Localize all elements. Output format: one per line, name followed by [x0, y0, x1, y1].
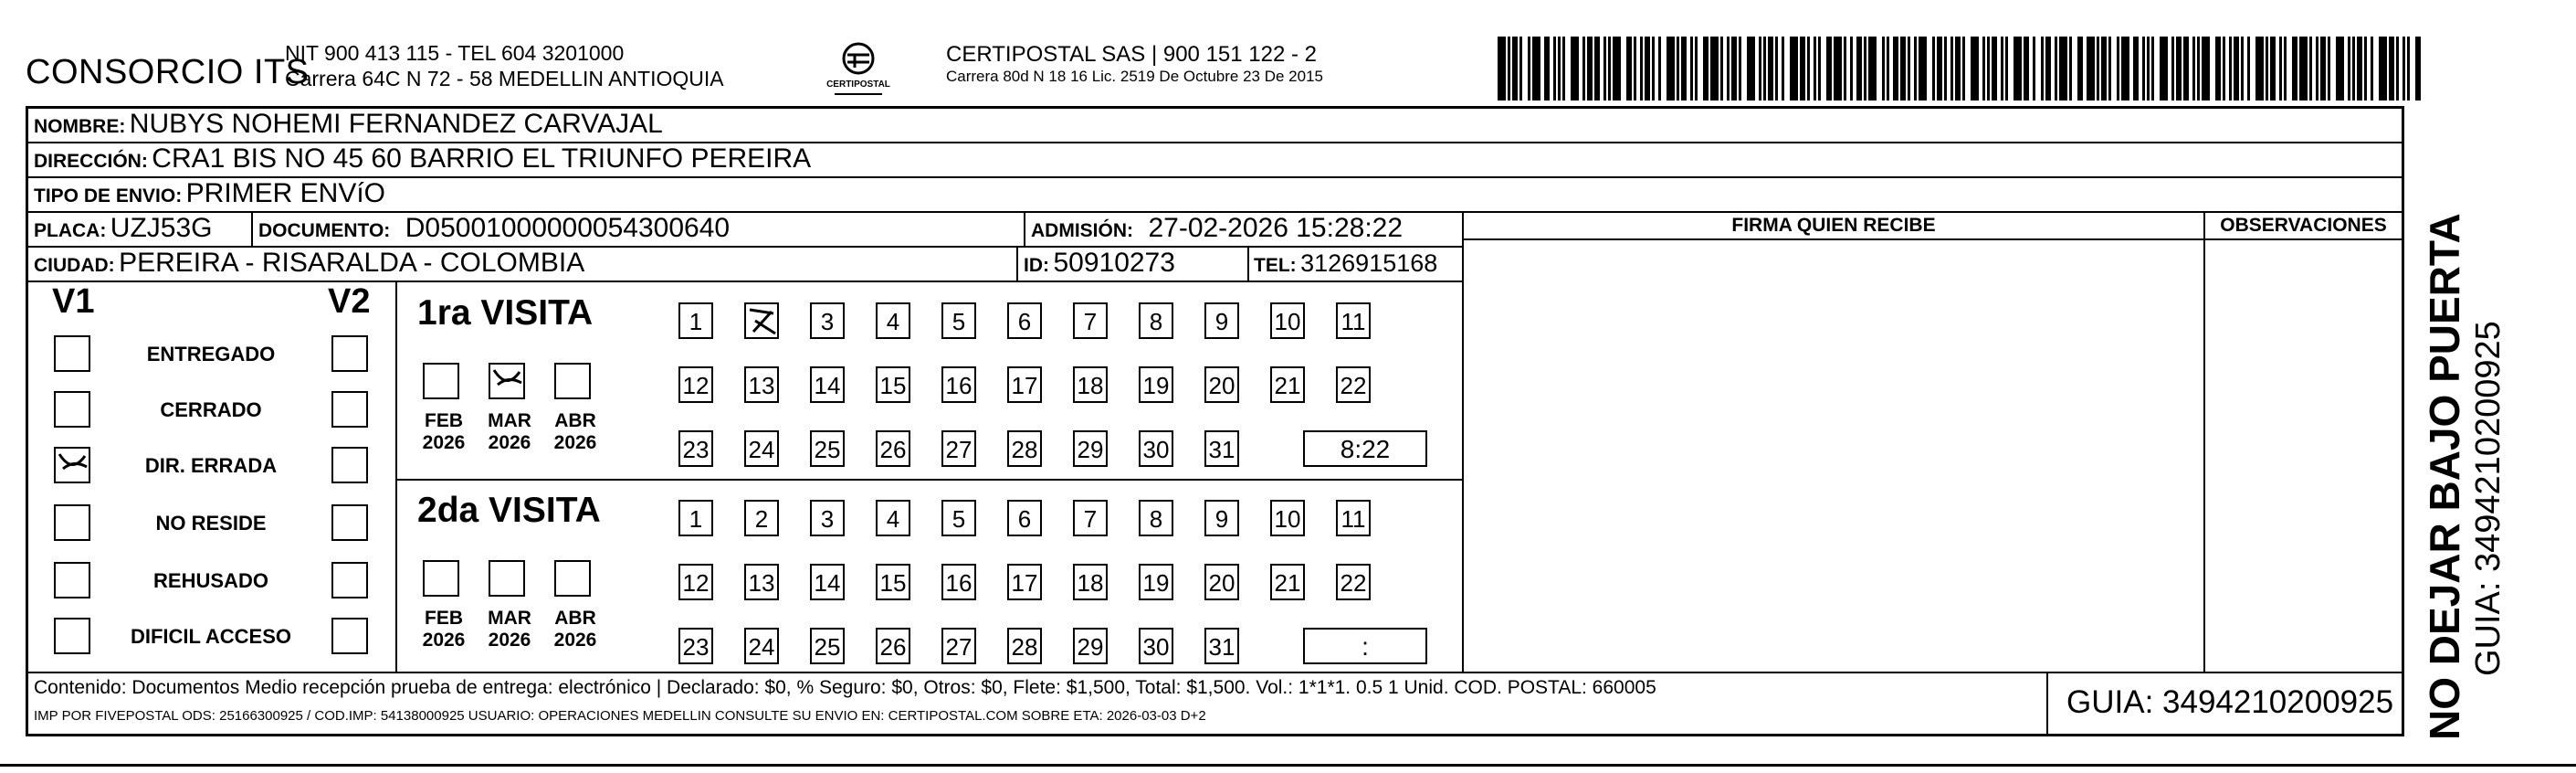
day-box[interactable]: 27: [941, 430, 976, 467]
day-box[interactable]: 10: [1270, 500, 1305, 536]
day-box[interactable]: 18: [1073, 564, 1108, 600]
day-box[interactable]: 14: [810, 366, 845, 403]
barcode-bar: [1834, 37, 1842, 101]
direccion-value: CRA1 BIS NO 45 60 BARRIO EL TRIUNFO PEREIRA: [152, 143, 812, 174]
status-label: NO RESIDE: [155, 512, 267, 535]
month-checkbox[interactable]: [554, 560, 591, 597]
barcode-bar: [1498, 37, 1506, 101]
day-box[interactable]: 15: [876, 564, 910, 600]
barcode-bar: [2059, 37, 2067, 101]
day-box[interactable]: 27: [941, 628, 976, 664]
nit-line: NIT 900 413 115 - TEL 604 3201000: [285, 41, 625, 65]
barcode-bar: [1634, 37, 1636, 101]
barcode-bar: [2270, 37, 2276, 101]
month-year: 2026: [553, 432, 597, 453]
v2-checkbox[interactable]: [331, 618, 368, 654]
observaciones-header: OBSERVACIONES: [2220, 215, 2387, 236]
barcode-bar: [2117, 37, 2119, 101]
footer-imp: IMP POR FIVEPOSTAL ODS: 25166300925 / COD.IMP: 54138000925 USUARIO: OPERACIONES MEDELLIN CONSULTE SU ENVIO EN: CERTIPOSTAL.COM SOBRE ETA: 2026-03-03 D+2: [34, 708, 1206, 724]
barcode-bar: [1553, 37, 1556, 101]
tel-label: TEL:: [1254, 255, 1297, 276]
barcode-bar: [2247, 37, 2250, 101]
barcode-bar: [1775, 37, 1778, 101]
barcode-bar: [1626, 37, 1632, 101]
barcode-bar: [2087, 37, 2095, 101]
barcode-bar: [2151, 37, 2154, 101]
barcode-bar: [2160, 37, 2168, 101]
barcode-bar: [2328, 37, 2330, 101]
barcode-bar: [1950, 37, 1953, 101]
barcode-bar: [2121, 37, 2129, 101]
barcode-bar: [1603, 37, 1606, 101]
barcode-bar: [1768, 37, 1773, 101]
barcode-bar: [2013, 37, 2022, 101]
barcode-bar: [2352, 37, 2355, 101]
day-box[interactable]: 1: [678, 500, 713, 536]
placa-value: UZJ53G: [110, 213, 213, 243]
month-name: FEB: [425, 608, 463, 629]
barcode-bar: [2069, 37, 2072, 101]
barcode-bar: [1695, 37, 1698, 101]
barcode-bar: [2005, 37, 2008, 101]
barcode-bar: [2284, 37, 2287, 101]
barcode-bar: [1982, 37, 1985, 101]
barcode-bar: [1532, 37, 1540, 101]
barcode-bar: [1562, 37, 1565, 101]
barcode-bar: [1782, 37, 1784, 101]
footer-contents: Contenido: Documentos Medio recepción prueba de entrega: electrónico | Declarado: $0, % Seguro: $0, Otros: $0, Flete: $1,500, Total: $1,500. Vol.: 1*1*1. 0.5 1 Unid. COD. POSTAL: 660005: [34, 677, 1656, 698]
barcode-bar: [1868, 37, 1877, 101]
day-box[interactable]: 5: [941, 302, 976, 339]
barcode-bar: [1652, 37, 1655, 101]
barcode-bar: [2133, 37, 2139, 101]
tel-value: 3126915168: [1300, 249, 1438, 277]
barcode-bar: [2045, 37, 2051, 101]
status-label: REHUSADO: [153, 569, 268, 592]
barcode-bar: [2389, 37, 2394, 101]
barcode-bar: [1856, 37, 1862, 101]
visit2-title: 2da VISITA: [417, 491, 601, 530]
v1-header: V1: [52, 282, 95, 321]
barcode-bar: [2241, 37, 2244, 101]
ciudad-row: [34, 248, 584, 279]
status-label: DIR. ERRADA: [144, 454, 278, 477]
day-box[interactable]: 25: [810, 430, 845, 467]
month-label: [412, 410, 476, 454]
barcode-bar: [2101, 37, 2107, 101]
barcode-bar: [2197, 37, 2200, 101]
day-box[interactable]: 28: [1007, 430, 1042, 467]
day-box[interactable]: 5: [941, 500, 976, 536]
barcode-bar: [2202, 37, 2210, 101]
month-checkbox[interactable]: [489, 560, 525, 597]
day-box[interactable]: 3: [810, 302, 845, 339]
company-info: [285, 40, 724, 91]
day-box[interactable]: 12: [678, 366, 713, 403]
barcode-bar: [1747, 37, 1755, 101]
month-label: [543, 410, 607, 454]
month-year: 2026: [553, 630, 597, 651]
bottom-border: [0, 764, 2576, 767]
day-box[interactable]: 18: [1073, 366, 1108, 403]
no-dejar-bajo-puerta: NO DEJAR BAJO PUERTA: [2421, 213, 2468, 740]
day-box[interactable]: 22: [1336, 366, 1371, 403]
barcode-bar: [2171, 37, 2174, 101]
day-box[interactable]: 8: [1139, 500, 1173, 536]
barcode-bar: [1594, 37, 1600, 101]
observations-area[interactable]: [2205, 240, 2400, 670]
barcode-bar: [2097, 37, 2099, 101]
v2-checkbox[interactable]: [331, 335, 368, 372]
barcode-bar: [1814, 37, 1816, 101]
barcode-bar: [1727, 37, 1730, 101]
barcode-bar: [2320, 37, 2326, 101]
day-box[interactable]: 19: [1139, 564, 1173, 600]
barcode-bar: [2364, 37, 2367, 101]
day-box[interactable]: 16: [941, 564, 976, 600]
month-checkbox[interactable]: [554, 363, 591, 399]
day-box[interactable]: 21: [1270, 366, 1305, 403]
day-box[interactable]: 21: [1270, 564, 1305, 600]
barcode-bar: [2183, 37, 2189, 101]
v2-header: V2: [328, 282, 371, 321]
barcode-bar: [2379, 37, 2387, 101]
day-box[interactable]: 15: [876, 366, 910, 403]
barcode-bar: [2357, 37, 2362, 101]
day-box[interactable]: 13: [744, 564, 779, 600]
barcode-bar: [1908, 37, 1910, 101]
month-name: ABR: [554, 608, 596, 629]
tipo-row: [34, 178, 385, 209]
admision-value: 27-02-2026 15:28:22: [1148, 213, 1404, 243]
day-box[interactable]: 26: [876, 430, 910, 467]
barcode-bar: [1587, 37, 1593, 101]
barcode-bar: [1528, 37, 1530, 101]
barcode-bar: [2223, 37, 2225, 101]
barcode-bar: [1937, 37, 1942, 101]
v2-checkbox[interactable]: [331, 562, 368, 598]
barcode-bar: [2001, 37, 2003, 101]
barcode-bar: [2336, 37, 2344, 101]
day-box[interactable]: 25: [810, 628, 845, 664]
visit-time[interactable]: 8:22: [1303, 430, 1427, 467]
tel-row: [1254, 249, 1437, 278]
status-label: ENTREGADO: [146, 343, 276, 365]
day-box[interactable]: 11: [1336, 500, 1371, 536]
barcode-bar: [1710, 37, 1719, 101]
barcode-bar: [2077, 37, 2083, 101]
barcode-bar: [2229, 37, 2232, 101]
nombre-value: NUBYS NOHEMI FERNANDEZ CARVAJAL: [129, 109, 663, 139]
day-box[interactable]: 11: [1336, 302, 1371, 339]
day-box[interactable]: 16: [941, 366, 976, 403]
footer-guia: GUIA: 3494210200925: [2066, 684, 2394, 720]
barcode-bar: [2147, 37, 2150, 101]
barcode-bar: [1739, 37, 1741, 101]
barcode-bar: [1677, 37, 1679, 101]
barcode-bar: [1608, 37, 1611, 101]
barcode-bar: [2041, 37, 2044, 101]
barcode-bar: [1893, 37, 1898, 101]
direccion-label: DIRECCIÓN:: [34, 151, 148, 172]
side-guia: GUIA: 3494210200925: [2469, 321, 2508, 676]
day-box[interactable]: 22: [1336, 564, 1371, 600]
documento-value: D05001000000054300640: [405, 213, 731, 243]
barcode-bar: [1826, 37, 1832, 101]
ciudad-label: CIUDAD:: [34, 255, 115, 276]
barcode-bar: [2024, 37, 2029, 101]
barcode-bar: [1613, 37, 1621, 101]
barcode-bar: [1690, 37, 1693, 101]
barcode-bar: [1720, 37, 1723, 101]
v1-checkbox[interactable]: [54, 618, 90, 654]
day-box[interactable]: 8: [1139, 302, 1173, 339]
day-box[interactable]: [744, 302, 779, 339]
barcode-bar: [1864, 37, 1866, 101]
barcode-bar: [1558, 37, 1561, 101]
tipo-label: TIPO DE ENVIO:: [34, 185, 183, 206]
month-label: [412, 608, 476, 651]
day-box[interactable]: 13: [744, 366, 779, 403]
barcode-bar: [1844, 37, 1846, 101]
barcode-bar: [2316, 37, 2318, 101]
placa-row: [34, 213, 212, 244]
barcode-bar: [2142, 37, 2145, 101]
day-box[interactable]: 6: [1007, 500, 1042, 536]
barcode-bar: [1914, 37, 1917, 101]
ciudad-value: PEREIRA - RISARALDA - COLOMBIA: [119, 248, 585, 278]
barcode-bar: [2348, 37, 2350, 101]
address-line: Carrera 64C N 72 - 58 MEDELLIN ANTIOQUIA: [285, 67, 724, 90]
barcode-bar: [1882, 37, 1885, 101]
side-notice: [2409, 110, 2528, 749]
barcode-bar: [1582, 37, 1585, 101]
month-name: MAR: [488, 410, 531, 431]
barcode-bar: [1544, 37, 1550, 101]
barcode-bar: [1763, 37, 1766, 101]
documento-label: DOCUMENTO:: [258, 220, 391, 241]
month-year: 2026: [488, 432, 531, 453]
barcode-bar: [2176, 37, 2182, 101]
barcode-bar: [1944, 37, 1947, 101]
barcode-bar: [2279, 37, 2282, 101]
month-checkbox[interactable]: [423, 363, 459, 399]
day-box[interactable]: 4: [876, 500, 910, 536]
barcode-bar: [1790, 37, 1798, 101]
barcode-bar: [1519, 37, 1522, 101]
nombre-label: NOMBRE:: [34, 116, 126, 137]
barcode-bar: [2192, 37, 2195, 101]
day-box[interactable]: 31: [1204, 430, 1239, 467]
barcode-bar: [2396, 37, 2399, 101]
day-box[interactable]: 9: [1204, 302, 1239, 339]
day-box[interactable]: 29: [1073, 628, 1108, 664]
v2-checkbox[interactable]: [331, 391, 368, 428]
barcode-bar: [1962, 37, 1965, 101]
month-label: [478, 410, 541, 454]
documento-row: [258, 213, 730, 244]
month-year: 2026: [488, 630, 531, 651]
month-year: 2026: [422, 630, 466, 651]
barcode-bar: [1932, 37, 1935, 101]
barcode-bar: [1955, 37, 1961, 101]
day-box[interactable]: 23: [678, 628, 713, 664]
barcode-bar: [1919, 37, 1927, 101]
barcode-bar: [1850, 37, 1853, 101]
barcode-bar: [1759, 37, 1761, 101]
admision-row: [1031, 213, 1403, 244]
barcode-bar: [1992, 37, 1997, 101]
certipostal-line1: CERTIPOSTAL SAS | 900 151 122 - 2: [946, 42, 1317, 67]
barcode: [1498, 37, 2429, 101]
barcode-bar: [2309, 37, 2312, 101]
barcode-bar: [1658, 37, 1661, 101]
barcode-bar: [1987, 37, 1990, 101]
day-box[interactable]: 24: [744, 628, 779, 664]
barcode-bar: [1800, 37, 1805, 101]
v1-checkbox[interactable]: [54, 391, 90, 428]
certipostal-info: [946, 42, 1323, 86]
day-box[interactable]: 6: [1007, 302, 1042, 339]
month-checkbox[interactable]: [489, 363, 525, 399]
v2-checkbox[interactable]: [331, 504, 368, 541]
day-box[interactable]: 20: [1204, 564, 1239, 600]
day-box[interactable]: 30: [1139, 430, 1173, 467]
day-box[interactable]: 10: [1270, 302, 1305, 339]
day-box[interactable]: 23: [678, 430, 713, 467]
barcode-bar: [2234, 37, 2239, 101]
barcode-bar: [1731, 37, 1737, 101]
barcode-bar: [2055, 37, 2057, 101]
firma-header: FIRMA QUIEN RECIBE: [1731, 215, 1936, 236]
nombre-row: [34, 109, 663, 140]
admision-label: ADMISIÓN:: [1031, 220, 1133, 241]
visit1-title: 1ra VISITA: [417, 293, 594, 333]
barcode-bar: [2215, 37, 2221, 101]
logo-caption: CERTIPOSTAL: [826, 79, 890, 90]
id-row: [1024, 248, 1175, 279]
barcode-bar: [1971, 37, 1979, 101]
v1-checkbox[interactable]: [54, 335, 90, 372]
barcode-bar: [1508, 37, 1510, 101]
v2-checkbox[interactable]: [331, 447, 368, 483]
day-box[interactable]: 30: [1139, 628, 1173, 664]
day-box[interactable]: 4: [876, 302, 910, 339]
barcode-bar: [1571, 37, 1579, 101]
day-box[interactable]: 31: [1204, 628, 1239, 664]
id-value: 50910273: [1053, 248, 1175, 278]
day-box[interactable]: 7: [1073, 500, 1108, 536]
month-checkbox[interactable]: [423, 560, 459, 597]
day-box[interactable]: 2: [744, 500, 779, 536]
barcode-bar: [2292, 37, 2297, 101]
barcode-bar: [2108, 37, 2111, 101]
day-box[interactable]: 12: [678, 564, 713, 600]
delivery-form: [26, 106, 2404, 736]
day-box[interactable]: 24: [744, 430, 779, 467]
id-label: ID:: [1024, 255, 1049, 276]
status-label: CERRADO: [160, 398, 262, 421]
day-box[interactable]: 29: [1073, 430, 1108, 467]
barcode-bar: [2033, 37, 2035, 101]
company-name: CONSORCIO ITS: [26, 53, 310, 91]
month-name: FEB: [425, 410, 463, 431]
barcode-bar: [1667, 37, 1675, 101]
day-box[interactable]: 19: [1139, 366, 1173, 403]
placa-label: PLACA:: [34, 220, 107, 241]
tipo-value: PRIMER ENVíO: [185, 178, 386, 208]
day-box[interactable]: 28: [1007, 628, 1042, 664]
barcode-bar: [2415, 37, 2421, 101]
month-label: [478, 608, 541, 651]
month-year: 2026: [422, 432, 466, 453]
barcode-bar: [1900, 37, 1906, 101]
barcode-bar: [2371, 37, 2373, 101]
day-box[interactable]: 1: [678, 302, 713, 339]
barcode-bar: [1645, 37, 1650, 101]
v1-checkbox[interactable]: [54, 562, 90, 598]
day-box[interactable]: 7: [1073, 302, 1108, 339]
day-box[interactable]: 17: [1007, 366, 1042, 403]
certipostal-logo: [822, 37, 895, 101]
certipostal-line2: Carrera 80d N 18 16 Lic. 2519 De Octubre 23 De 2015: [946, 68, 1323, 85]
month-label: [543, 608, 607, 651]
barcode-bar: [1703, 37, 1709, 101]
barcode-bar: [2299, 37, 2308, 101]
barcode-bar: [1640, 37, 1643, 101]
barcode-bar: [2255, 37, 2264, 101]
day-box[interactable]: 9: [1204, 500, 1239, 536]
day-box[interactable]: 14: [810, 564, 845, 600]
barcode-bar: [2266, 37, 2268, 101]
visit-time[interactable]: :: [1303, 628, 1427, 664]
day-box[interactable]: 26: [876, 628, 910, 664]
day-box[interactable]: 17: [1007, 564, 1042, 600]
month-name: ABR: [554, 410, 596, 431]
direccion-row: [34, 143, 811, 175]
barcode-bar: [1681, 37, 1687, 101]
barcode-bar: [1512, 37, 1518, 101]
barcode-bar: [1818, 37, 1821, 101]
day-box[interactable]: 3: [810, 500, 845, 536]
barcode-bar: [2407, 37, 2410, 101]
month-name: MAR: [488, 608, 531, 629]
day-box[interactable]: 20: [1204, 366, 1239, 403]
v1-checkbox[interactable]: [54, 504, 90, 541]
barcode-bar: [1887, 37, 1889, 101]
v1-checkbox[interactable]: [54, 447, 90, 483]
barcode-bar: [2403, 37, 2405, 101]
barcode-bar: [1807, 37, 1810, 101]
signature-area[interactable]: [1464, 240, 2202, 670]
status-label: DIFICIL ACCESO: [130, 625, 291, 648]
